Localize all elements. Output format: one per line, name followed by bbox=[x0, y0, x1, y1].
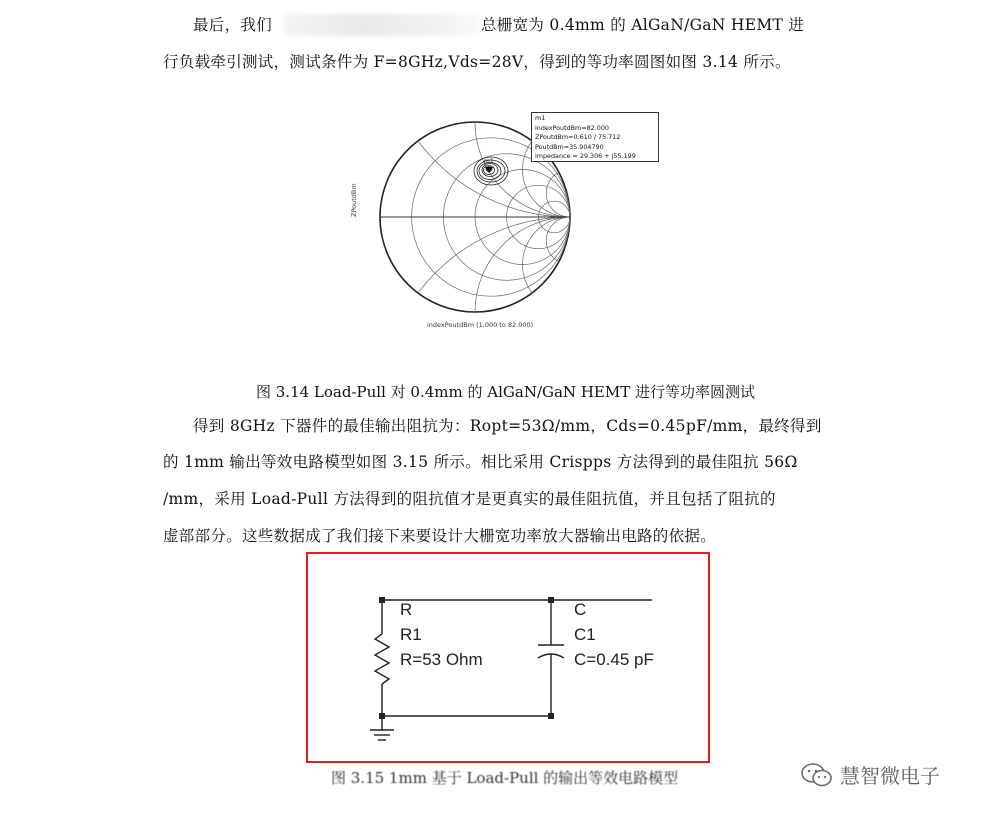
capacitor-value-label: C=0.45 pF bbox=[574, 650, 654, 669]
marker-m1-label: m1 bbox=[484, 158, 494, 165]
redacted-text-blur bbox=[283, 14, 480, 36]
resistor-type-label: R bbox=[400, 600, 413, 619]
capacitor-name-label: C1 bbox=[574, 625, 596, 644]
paragraph-2-line-1: 得到 8GHz 下器件的最佳输出阻抗为：Ropt=53Ω/mm，Cds=0.45pF/mm，最终得到 bbox=[193, 417, 822, 435]
marker-name: m1 bbox=[535, 114, 546, 122]
paragraph-1-line-2: 行负载牵引测试，测试条件为 F=8GHz,Vds=28V，得到的等功率圆图如图 3.14 所示。 bbox=[163, 53, 791, 71]
resistor-name-label: R1 bbox=[400, 625, 422, 644]
figure-3-15-caption: 图 3.15 1mm 基于 Load-Pull 的输出等效电路模型 bbox=[331, 769, 679, 787]
smith-x-axis-label: indexPoutdBm (1.000 to 82.000) bbox=[427, 321, 534, 329]
smith-y-axis-label: ZPoutdBm bbox=[350, 183, 358, 217]
figure-3-14-caption: 图 3.14 Load-Pull 对 0.4mm 的 AlGaN/GaN HEMT 进行等功率圆测试 bbox=[256, 383, 755, 401]
marker-impedance: impedance = 29.306 + j55.199 bbox=[535, 152, 636, 160]
capacitor-type-label: C bbox=[574, 600, 587, 619]
marker-index: indexPoutdBm=82.000 bbox=[535, 123, 609, 132]
watermark bbox=[800, 760, 940, 789]
highlight-frame bbox=[306, 552, 710, 763]
paragraph-2-line-2: 的 1mm 输出等效电路模型如图 3.15 所示。相比采用 Crispps 方法得到的最佳阻抗 56Ω bbox=[163, 453, 798, 471]
paragraph-1-line-1-end: 总栅宽为 0.4mm 的 AlGaN/GaN HEMT 进 bbox=[481, 16, 805, 34]
marker-readout-box bbox=[531, 112, 659, 162]
paragraph-1-line-1-start: 最后，我们 bbox=[193, 16, 273, 34]
paragraph-2-line-4: 虚部部分。这些数据成了我们接下来要设计大栅宽功率放大器输出电路的依据。 bbox=[163, 527, 717, 545]
resistor-value-label: R=53 Ohm bbox=[400, 650, 483, 669]
wechat-icon bbox=[800, 762, 834, 788]
paragraph-1-line-1 bbox=[193, 14, 272, 36]
marker-pout: PoutdBm=35.904790 bbox=[535, 142, 604, 151]
marker-z: ZPoutdBm=0.610 / 75.712 bbox=[535, 133, 621, 141]
paragraph-2-line-3: /mm，采用 Load-Pull 方法得到的阻抗值才是更真实的最佳阻抗值，并且包括了阻抗的 bbox=[163, 490, 776, 508]
watermark-text: 慧智微电子 bbox=[840, 764, 940, 788]
